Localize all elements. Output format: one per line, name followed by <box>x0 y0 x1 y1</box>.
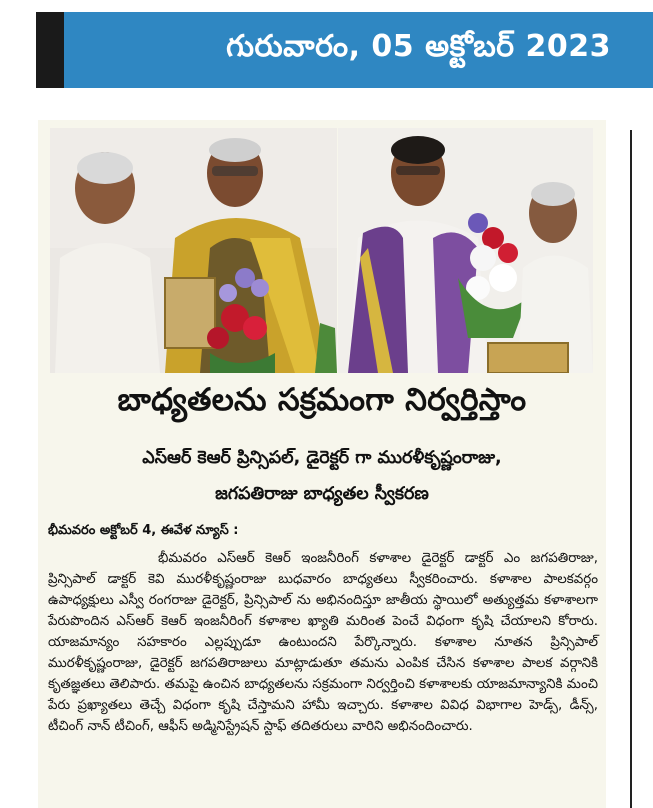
subheadline-2: జగపతిరాజు బాధ్యతల స్వీకరణ <box>215 484 429 504</box>
date-banner <box>36 12 653 88</box>
headline: బాధ్యతలను సక్రమంగా నిర్వర్తిస్తాం <box>117 382 527 418</box>
photo-felicitation-right <box>338 128 593 373</box>
column-divider <box>630 130 632 808</box>
issue-date: గురువారం, 05 అక్టోబర్ 2023 <box>226 29 611 64</box>
dateline: భీమవరం అక్టోబర్ 4, ఈవేళ న్యూస్ : <box>48 523 239 538</box>
news-article <box>38 120 606 808</box>
photo-felicitation-left <box>50 128 337 373</box>
article-body: భీమవరం ఎస్ఆర్ కెఆర్ ఇంజనీరింగ్ కళాశాల డైరెక్టర్ డాక్టర్ ఎం జగపతిరాజు, ప్రిన్సిపాల్ డాక్టర్ కెవి మురళీకృష్ణంరాజు బుధవారం బాధ్యతలు స్వీకరించారు. కళాశాల పాలకవర్గం ఉపాధ్యక్షులు ఎస్వీ రంగరాజు డైరెక్టర్, ప్రిన్సిపాల్ ను అభినందిస్తూ జాతీయ స్థాయిలో అత్యుత్తమ కళాశాలగా పేరుపొందిన ఎస్ఆర్ కెఆర్ ఇంజనీరింగ్ కళాశాల ఖ్యాతి మరింత పెంచే విధంగా కృషి చేయాలని కోరారు. యాజమాన్యం సహకారం ఎల్లప్పుడూ ఉంటుందని పేర్కొన్నారు. కళాశాల నూతన ప్రిన్సిపాల్ మురళీకృష్ణంరాజు, డైరెక్టర్ జగపతిరాజులు మాట్లాడుతూ తమను ఎంపిక చేసిన కళాశాల పాలక వర్గానికి కృతజ్ఞతలు తెలిపారు. తమపై ఉంచిన బాధ్యతలను సక్రమంగా నిర్వర్తించి కళాశాలకు యాజమాన్యానికి మంచి పేరు ప్రఖ్యాతలు తెచ్చే విధంగా కృషి చేస్తామని హామీ ఇచ్చారు. కళాశాల వివిధ విభాగాల హెడ్స్, డీన్స్, టీచింగ్ నాన్ టీచింగ్, ఆఫీస్ అడ్మినిస్ట్రేషన్ స్టాఫ్ తదితరులు వారిని అభినందించారు. <box>48 551 598 734</box>
subheadline-1: ఎస్ఆర్ కెఆర్ ప్రిన్సిపల్, డైరెక్టర్ గా మురళీకృష్ణంరాజు, <box>142 448 502 468</box>
banner-bar <box>36 12 64 88</box>
